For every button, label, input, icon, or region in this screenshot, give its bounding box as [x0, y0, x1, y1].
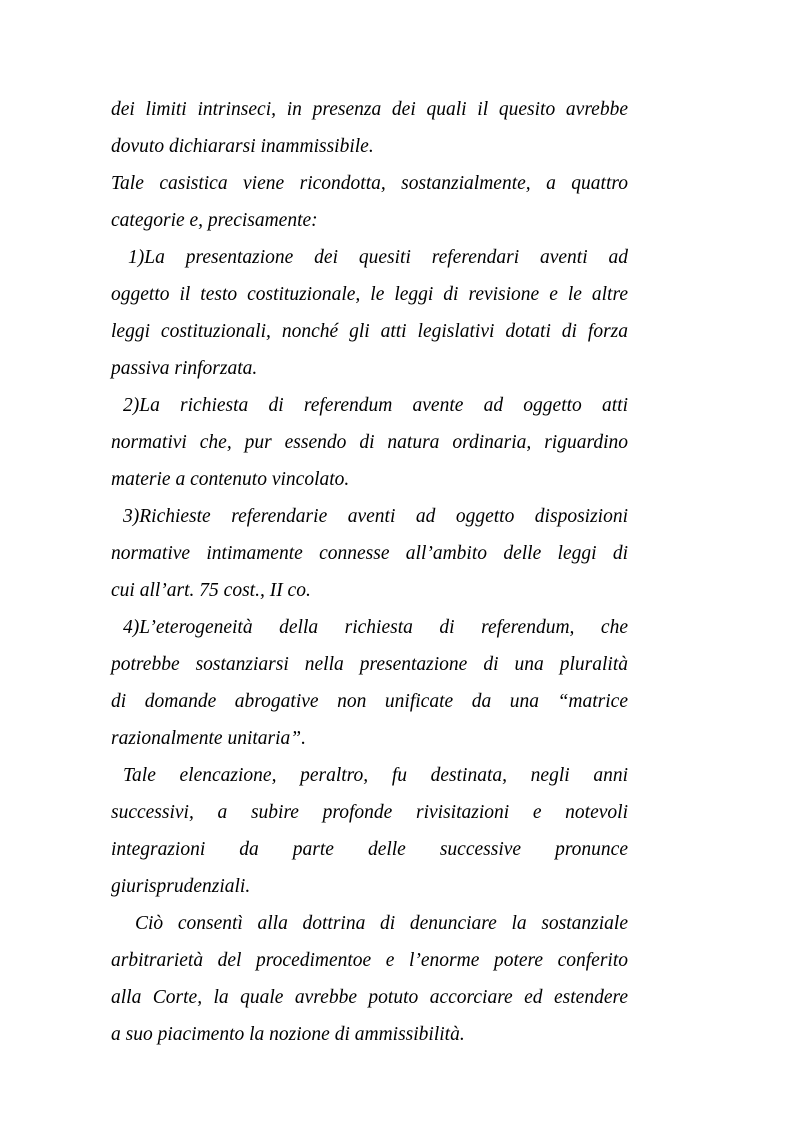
text-line: Tale casistica viene ricondotta, sostanzialmente, a quattro	[111, 173, 628, 194]
list-item-1-line: 1)La presentazione dei quesiti referendari aventi ad	[128, 247, 628, 268]
text-line: giurisprudenziali.	[111, 876, 251, 897]
text-line: potrebbe sostanziarsi nella presentazione di una pluralità	[111, 654, 628, 675]
text-line: arbitrarietà del procedimentoe e l’enorme potere conferito	[111, 950, 628, 971]
text-line: categorie e, precisamente:	[111, 210, 318, 231]
text-line: dovuto dichiararsi inammissibile.	[111, 136, 374, 157]
text-line: di domande abrogative non unificate da una “matrice	[111, 691, 628, 712]
text-line: dei limiti intrinseci, in presenza dei quali il quesito avrebbe	[111, 99, 628, 120]
text-line: integrazioni da parte delle successive pronunce	[111, 839, 628, 860]
text-line: normativi che, pur essendo di natura ordinaria, riguardino	[111, 432, 628, 453]
text-line: alla Corte, la quale avrebbe potuto accorciare ed estendere	[111, 987, 628, 1008]
text-line: passiva rinforzata.	[111, 358, 258, 379]
paragraph-start-line: Tale elencazione, peraltro, fu destinata, negli anni	[123, 765, 628, 786]
list-item-2-line: 2)La richiesta di referendum avente ad oggetto atti	[123, 395, 628, 416]
text-line: a suo piacimento la nozione di ammissibilità.	[111, 1024, 465, 1045]
paragraph-start-line: Ciò consentì alla dottrina di denunciare la sostanziale	[135, 913, 628, 934]
text-line: successivi, a subire profonde rivisitazioni e notevoli	[111, 802, 628, 823]
list-item-4-line: 4)L’eterogeneità della richiesta di referendum, che	[123, 617, 628, 638]
text-line: materie a contenuto vincolato.	[111, 469, 350, 490]
text-line: oggetto il testo costituzionale, le leggi di revisione e le altre	[111, 284, 628, 305]
text-line: cui all’art. 75 cost., II co.	[111, 580, 311, 601]
list-item-3-line: 3)Richieste referendarie aventi ad oggetto disposizioni	[123, 506, 628, 527]
text-line: normative intimamente connesse all’ambito delle leggi di	[111, 543, 628, 564]
text-line: leggi costituzionali, nonché gli atti legislativi dotati di forza	[111, 321, 628, 342]
body-text	[111, 91, 628, 1053]
text-line: razionalmente unitaria”.	[111, 728, 307, 749]
